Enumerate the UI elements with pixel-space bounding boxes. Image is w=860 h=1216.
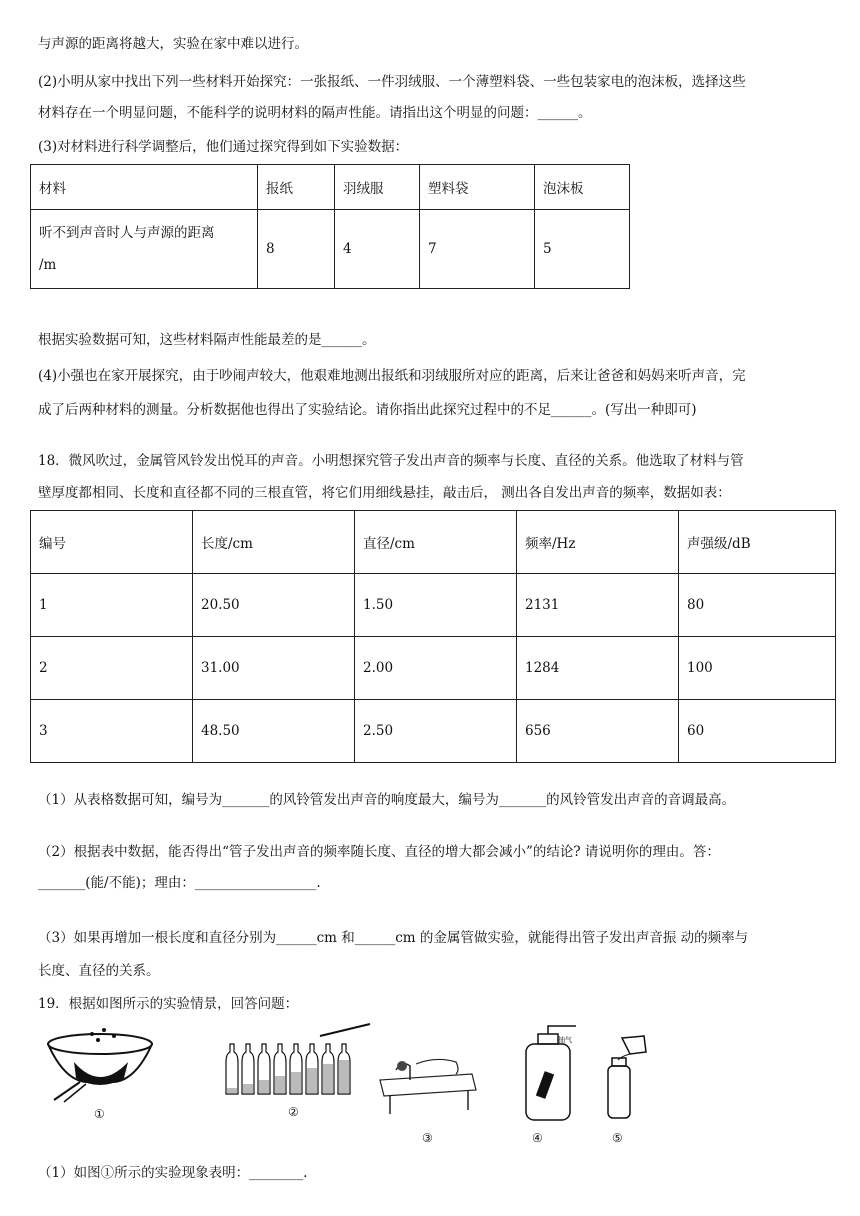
figure-4-label: ④ (532, 1131, 543, 1145)
table1-row-label-a: 听不到声音时人与声源的距离 (39, 225, 215, 241)
table1-header-newspaper: 报纸 (258, 165, 335, 210)
question-18-part-2: （2）根据表中数据，能否得出“管子发出声音的频率随长度、直径的增大都会减小”的结论? 请说明你的理由。答： (38, 844, 720, 860)
figure-4-bell-jar (518, 1022, 588, 1146)
table2-header-id: 编号 (31, 511, 193, 574)
table2-cell: 60 (679, 700, 836, 763)
question-18-part-3: （3）如果再增加一根长度和直径分别为______cm 和______cm 的金属管做实验，就能得出管子发出声音振 动的频率与 (38, 930, 749, 946)
table2-cell: 1 (31, 574, 193, 637)
table2-cell: 31.00 (193, 637, 355, 700)
figure-2-bottles (220, 1018, 380, 1118)
figure-5-thermos (600, 1032, 660, 1146)
table2-header-intensity: 声强级/dB (679, 511, 836, 574)
table1-header-material: 材料 (31, 165, 258, 210)
text-line-1: 与声源的距离将越大，实验在家中难以进行。 (38, 36, 308, 52)
table2-cell: 2131 (517, 574, 679, 637)
question-17-answer-line: 根据实验数据可知，这些材料隔声性能最差的是______。 (38, 332, 376, 348)
table1-value-plastic-bag: 7 (420, 210, 535, 289)
question-18-part-2-answer: _______(能/不能)；理由：__________________. (38, 875, 321, 891)
figure-1-label: ① (94, 1107, 105, 1121)
table2-cell: 1.50 (355, 574, 517, 637)
table2-cell: 2 (31, 637, 193, 700)
table1-value-newspaper: 8 (258, 210, 335, 289)
material-table (30, 164, 630, 289)
question-17-part-3: (3)对材料进行科学调整后，他们通过探究得到如下实验数据： (38, 139, 409, 155)
table2-cell: 48.50 (193, 700, 355, 763)
table1-value-foam-board: 5 (535, 210, 630, 289)
question-19-part-1: （1）如图①所示的实验现象表明：________. (38, 1165, 308, 1181)
table2-cell: 656 (517, 700, 679, 763)
figure-5-label: ⑤ (612, 1131, 623, 1145)
table1-row-label-b: /m (39, 257, 57, 273)
pump-label: 抽气 (558, 1036, 572, 1044)
question-18-part-3-cont: 长度、直径的关系。 (38, 963, 160, 979)
table-row (31, 574, 836, 637)
table2-cell: 80 (679, 574, 836, 637)
table1-header-foam-board: 泡沫板 (535, 165, 630, 210)
table2-cell: 1284 (517, 637, 679, 700)
table2-header-diameter: 直径/cm (355, 511, 517, 574)
question-17-part-4-cont: 成了后两种材料的测量。分析数据他也得出了实验结论。请你指出此探究过程中的不足______。(写出一种即可) (38, 402, 697, 418)
question-17-part-2-cont: 材料存在一个明显问题，不能科学的说明材料的隔声性能。请指出这个明显的问题：______。 (38, 105, 592, 121)
table2-cell: 3 (31, 700, 193, 763)
table-row (31, 700, 836, 763)
table2-cell: 2.00 (355, 637, 517, 700)
question-17-part-4: (4)小强也在家开展探究，由于吵闹声较大，他艰难地测出报纸和羽绒服所对应的距离，后来让爸爸和妈妈来听声音，完 (38, 368, 746, 384)
figure-1-drum (44, 1022, 164, 1122)
table1-header-plastic-bag: 塑料袋 (420, 165, 535, 210)
table1-header-down-jacket: 羽绒服 (335, 165, 420, 210)
table2-cell: 100 (679, 637, 836, 700)
question-18-cont: 壁厚度都相同、长度和直径都不同的三根直管，将它们用细线悬挂，敲击后， 测出各自发出声音的频率，数据如表： (38, 485, 731, 501)
table-row (31, 637, 836, 700)
question-18-part-1: （1）从表格数据可知，编号为_______的风铃管发出声音的响度最大，编号为_______的风铃管发出声音的音调最高。 (38, 792, 736, 808)
table2-header-frequency: 频率/Hz (517, 511, 679, 574)
table2-cell: 2.50 (355, 700, 517, 763)
figure-2-label: ② (288, 1105, 299, 1118)
figure-3-desk (376, 1040, 486, 1146)
table2-cell: 20.50 (193, 574, 355, 637)
question-18: 18．微风吹过，金属管风铃发出悦耳的声音。小明想探究管子发出声音的频率与长度、直径的关系。他选取了材料与管 (38, 453, 744, 469)
table2-header-length: 长度/cm (193, 511, 355, 574)
table1-value-down-jacket: 4 (335, 210, 420, 289)
pipe-table (30, 510, 836, 763)
question-19: 19．根据如图所示的实验情景，回答问题： (38, 996, 299, 1012)
figure-3-label: ③ (422, 1131, 433, 1145)
question-17-part-2: (2)小明从家中找出下列一些材料开始探究：一张报纸、一件羽绒服、一个薄塑料袋、一些包装家电的泡沫板，选择这些 (38, 74, 746, 90)
table1-row-label (31, 210, 258, 289)
